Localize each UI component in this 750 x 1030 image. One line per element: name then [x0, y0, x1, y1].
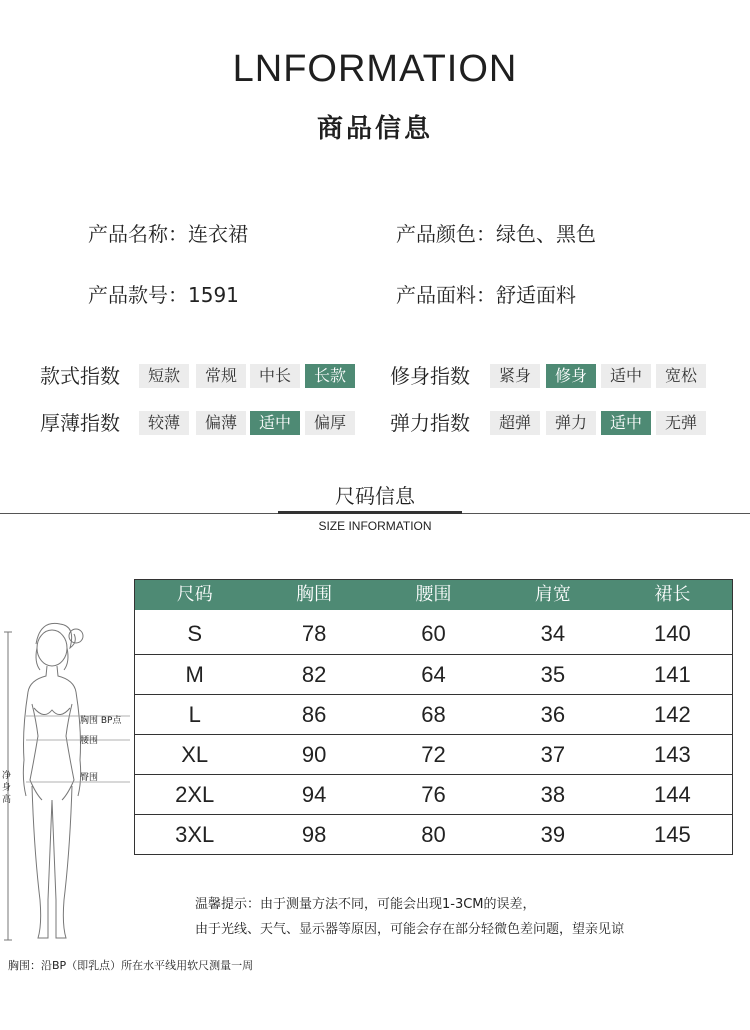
table-cell: 68: [421, 702, 446, 727]
product-fabric-value: 舒适面料: [496, 283, 576, 307]
fit-index-label: 修身指数: [390, 364, 470, 388]
table-cell: 72: [421, 742, 446, 767]
table-cell: 37: [540, 742, 566, 767]
header-size: 尺码: [176, 584, 213, 605]
height-label: 净身高: [2, 771, 12, 805]
table-cell: 142: [653, 702, 691, 727]
size-table: [134, 579, 733, 855]
thickness-chip: 偏薄: [196, 411, 246, 435]
elastic-chip: 超弹: [490, 411, 540, 435]
table-row: [135, 694, 732, 734]
table-cell: 80: [421, 822, 446, 847]
product-code: [88, 279, 239, 308]
header-waist: 腰围: [415, 584, 452, 605]
table-cell: 90: [301, 742, 327, 767]
table-row: [135, 654, 732, 694]
product-color: [396, 218, 596, 247]
style-chip: 短款: [139, 364, 189, 388]
style-chip: 中长: [250, 364, 300, 388]
elastic-chip: 适中: [601, 411, 651, 435]
product-name-value: 连衣裙: [188, 222, 248, 246]
table-row: [135, 774, 732, 814]
index-row-1: [0, 361, 750, 391]
thickness-chip: 较薄: [139, 411, 189, 435]
product-name: [88, 218, 248, 247]
thickness-chip: 偏厚: [305, 411, 355, 435]
table-cell: 36: [540, 702, 566, 727]
table-row: [135, 814, 732, 854]
table-cell: M: [185, 662, 204, 687]
page-title-cn: 商品信息: [316, 114, 433, 144]
fit-chip: 修身: [546, 364, 596, 388]
elastic-index-label: 弹力指数: [390, 411, 470, 435]
table-cell: 82: [301, 662, 327, 687]
style-chip: 常规: [196, 364, 246, 388]
product-name-label: 产品名称：: [88, 222, 188, 246]
table-cell: 94: [301, 782, 327, 807]
table-header: [135, 580, 732, 610]
product-code-value: 1591: [188, 283, 239, 307]
page-title-en: LNFORMATION: [232, 48, 518, 90]
table-cell: 141: [653, 662, 691, 687]
table-cell: 98: [301, 822, 327, 847]
table-cell: 35: [540, 662, 566, 687]
table-cell: 34: [540, 621, 566, 646]
table-row: [135, 614, 732, 654]
elastic-chip: 无弹: [656, 411, 706, 435]
fit-chip: 紧身: [490, 364, 540, 388]
product-code-label: 产品款号：: [88, 283, 188, 307]
table-cell: 86: [301, 702, 327, 727]
table-cell: S: [187, 621, 203, 646]
table-cell: 2XL: [175, 782, 215, 807]
table-cell: 3XL: [175, 822, 215, 847]
size-section-subtitle: SIZE INFORMATION: [318, 519, 432, 533]
table-cell: 38: [540, 782, 566, 807]
note-line-1: 温馨提示：由于测量方法不同，可能会出现1-3CM的误差，: [195, 897, 536, 912]
product-fabric: [396, 279, 576, 308]
header-bust: 胸围: [296, 584, 333, 605]
header-length: 裙长: [654, 584, 691, 605]
table-cell: 143: [653, 742, 691, 767]
style-chip: 长款: [305, 364, 355, 388]
fit-chip: 宽松: [656, 364, 706, 388]
table-cell: 76: [421, 782, 446, 807]
table-row: [135, 734, 732, 774]
divider-accent: [278, 511, 462, 514]
table-cell: XL: [181, 742, 209, 767]
note-line-2: 由于光线、天气、显示器等原因，可能会存在部分轻微色差问题，望亲见谅: [195, 922, 625, 937]
product-fabric-label: 产品面料：: [396, 283, 496, 307]
table-cell: 140: [653, 621, 691, 646]
table-cell: 145: [653, 822, 691, 847]
body-figure-illustration: [0, 600, 140, 960]
thickness-index-label: 厚薄指数: [40, 411, 120, 435]
bust-measure-footnote: 胸围：沿BP（即乳点）所在水平线用软尺测量一周: [8, 959, 254, 972]
table-cell: 78: [301, 621, 327, 646]
header-shoulder: 肩宽: [534, 584, 571, 605]
waist-label: 腰围: [80, 736, 99, 746]
fit-chip: 适中: [601, 364, 651, 388]
elastic-chip: 弹力: [546, 411, 596, 435]
index-row-2: [0, 408, 750, 438]
thickness-chip: 适中: [250, 411, 300, 435]
bust-label: 胸围 BP点: [80, 716, 122, 726]
table-cell: 39: [540, 822, 566, 847]
table-cell: L: [188, 702, 201, 727]
product-color-label: 产品颜色：: [396, 222, 496, 246]
size-section-title: 尺码信息: [335, 484, 415, 508]
style-index-label: 款式指数: [40, 364, 120, 388]
product-color-value: 绿色、黑色: [496, 222, 596, 246]
hip-label: 臀围: [80, 773, 99, 783]
table-cell: 60: [421, 621, 446, 646]
table-cell: 144: [653, 782, 691, 807]
table-cell: 64: [421, 662, 446, 687]
